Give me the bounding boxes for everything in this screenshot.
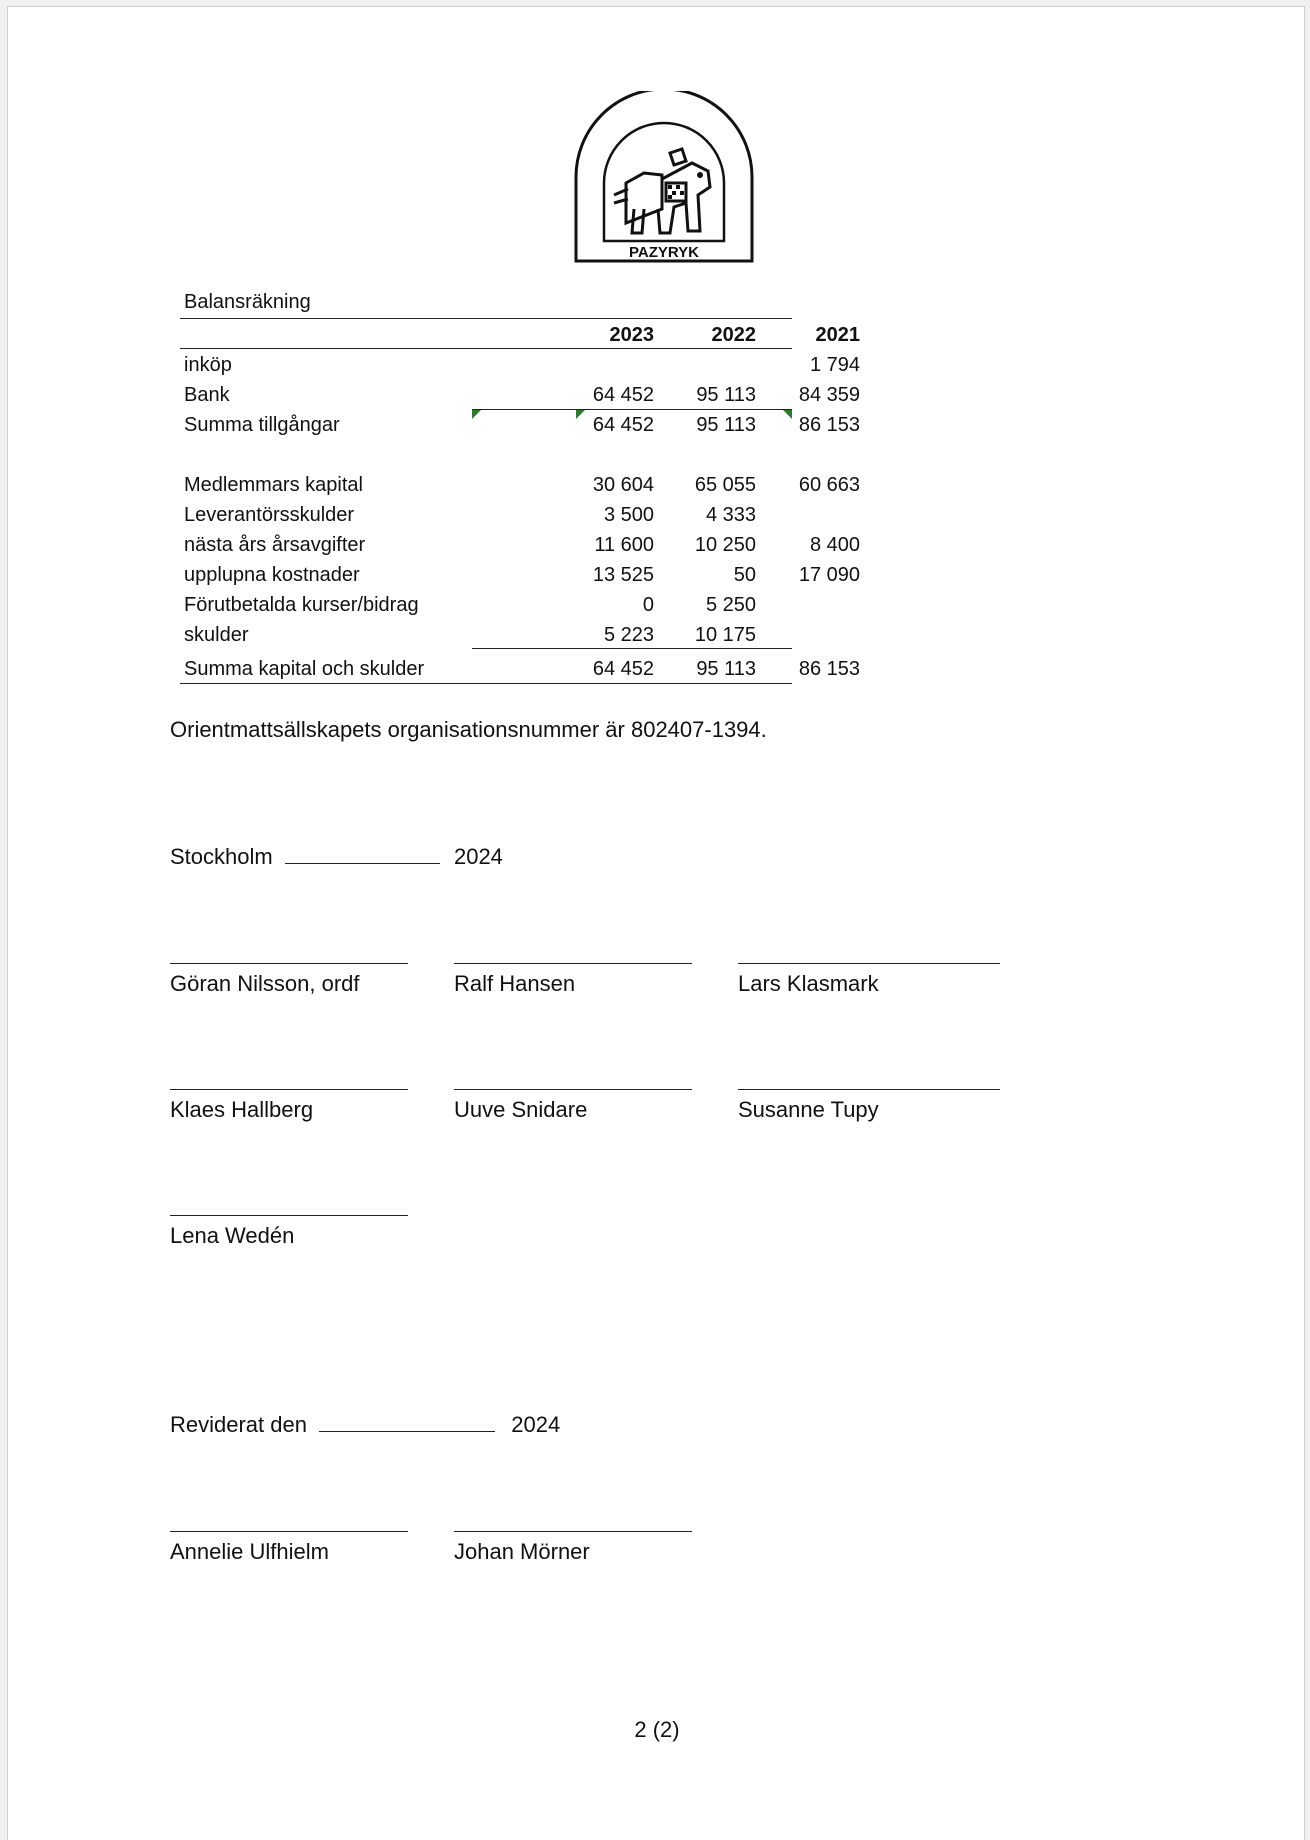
audit-date-label: Reviderat den [170,1412,307,1437]
row-label: Medlemmars kapital [184,474,363,496]
cell-value: 17 090 [798,564,860,586]
cell-value: 64 452 [592,384,654,406]
document-page [7,6,1305,1840]
place-label: Stockholm [170,844,273,869]
cell-value: 1 794 [809,354,860,376]
signatory-name: Lena Wedén [170,1223,295,1248]
date-blank-field [319,1431,495,1432]
signatory-name: Lars Klasmark [738,971,879,996]
cell-value: 64 452 [592,658,654,680]
column-header-2021: 2021 [815,324,860,346]
place-date-year: 2024 [453,844,503,869]
table-row [180,564,860,594]
cell-value: 50 [733,564,756,586]
cell-value: 0 [642,594,654,616]
cell-value: 10 250 [694,534,756,556]
column-header-2023: 2023 [609,324,654,346]
auditor-name: Annelie Ulfhielm [170,1539,329,1564]
table-row [180,474,860,504]
table-row [180,504,792,534]
signature-line [170,1531,408,1532]
table-row [180,534,860,564]
society-logo [574,91,754,263]
subtotal-rule [472,648,792,649]
cell-value: 13 525 [592,564,654,586]
organisation-number-text: Orientmattsällskapets organisationsnummer är 802407-1394. [170,717,767,742]
signature-line [454,1531,692,1532]
signature-line [170,963,408,964]
cell-value: 3 500 [603,504,654,526]
cell-value: 60 663 [798,474,860,496]
row-label: nästa års årsavgifter [184,534,366,556]
row-label: upplupna kostnader [184,564,360,586]
divider [180,348,792,349]
signature-line [170,1215,408,1216]
cell-value: 95 113 [696,658,756,680]
row-label: inköp [184,354,232,376]
cell-value: 5 223 [603,624,654,646]
cell-value: 86 153 [798,414,860,436]
row-label: skulder [184,624,249,646]
divider [180,318,792,319]
horse-rider-icon [614,149,710,233]
cell-value: 64 452 [592,414,654,436]
table-row [180,624,792,654]
page-number: 2 (2) [634,1717,680,1742]
signature-line [454,963,692,964]
cell-value: 86 153 [798,658,860,680]
row-label: Bank [184,384,230,406]
table-row [180,354,860,384]
audit-date-line [170,1412,560,1438]
cell-value: 30 604 [592,474,654,496]
audit-date-year: 2024 [511,1412,561,1437]
signature-line [454,1089,692,1090]
auditor-name: Johan Mörner [454,1539,590,1564]
signatory-name: Susanne Tupy [738,1097,879,1122]
signature-line [738,1089,1000,1090]
signatory-name: Ralf Hansen [454,971,576,996]
signatory-name: Uuve Snidare [454,1097,588,1122]
row-label: Summa tillgångar [184,414,340,436]
signature-line [170,1089,408,1090]
logo-bottom-text: PAZYRYK [628,244,700,261]
cell-value: 84 359 [798,384,860,406]
cell-value: 95 113 [696,414,756,436]
signature-line [738,963,1000,964]
column-header-2022: 2022 [711,324,756,346]
cell-value: 4 333 [705,504,756,526]
row-label: Förutbetalda kurser/bidrag [184,594,419,616]
date-blank-field [285,863,440,864]
place-date-line [170,844,503,870]
signatory-name: Klaes Hallberg [170,1097,314,1122]
cell-value: 65 055 [694,474,756,496]
subtotal-rule [472,409,792,410]
cell-value: 95 113 [696,384,756,406]
cell-value: 11 600 [594,534,654,556]
cell-value: 5 250 [705,594,756,616]
signatory-name: Göran Nilsson, ordf [170,971,360,996]
row-label: Summa kapital och skulder [184,658,425,680]
table-row [180,414,860,444]
divider [180,683,792,684]
row-label: Leverantörsskulder [184,504,355,526]
cell-value: 10 175 [694,624,756,646]
table-title: Balansräkning [184,291,311,313]
cell-value: 8 400 [809,534,860,556]
table-row [180,594,792,624]
